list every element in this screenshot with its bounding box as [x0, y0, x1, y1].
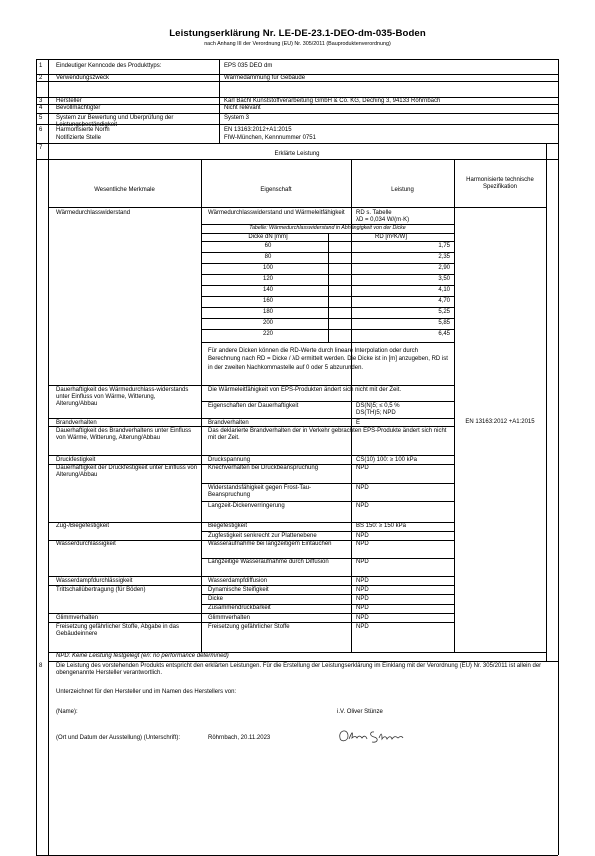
row-number-5: 5	[39, 115, 43, 121]
norm-value-cell: EN 13163:2012 +A1:2015	[465, 419, 535, 425]
zug-leist-2: NPD	[356, 533, 369, 539]
frei-leistung: NPD	[356, 624, 369, 630]
wasser-merkmal: Wasserdurchlässigkeit	[56, 541, 116, 547]
dauerdruck-eig-1: Kriechverhalten bei Druckbeanspruchung	[208, 465, 319, 471]
w-table-col-rd: RD [m²K/W]	[375, 234, 407, 240]
hersteller-value: Karl Bachl Kunststoffverarbeitung GmbH & Co. KG, Deching 3, 94133 Röhrnbach	[224, 98, 441, 104]
w-table-rd-cell: 6,45	[438, 331, 450, 337]
declared-performance-heading: Erklärte Leistung	[274, 151, 320, 157]
druck-leistung: CS(10) 100: ≥ 100 kPa	[356, 457, 417, 463]
w-table-col-dicke: Dicke dN [mm]	[248, 234, 288, 240]
w-table-rd-cell: 5,25	[438, 309, 450, 315]
name-label: (Name):	[56, 709, 78, 715]
document-subtitle: nach Anhang III der Verordnung (EU) Nr. 305/2011 (Bauproduktenverordnung)	[204, 41, 391, 47]
tritt-leist-3: NPD	[356, 605, 369, 611]
col-header-merkmal: Wesentliche Merkmale	[94, 187, 155, 193]
dauerdruck-eig-3: Langzeit-Dickenverringerung	[208, 503, 285, 509]
zug-leist-1: BS 150: ≥ 150 kPa	[356, 523, 406, 529]
w-table-dicke-cell: 200	[262, 320, 273, 326]
w-table-dicke-cell: 160	[262, 298, 273, 304]
w-table-rd-cell: 4,70	[438, 298, 450, 304]
col-header-leistung: Leistung	[391, 187, 414, 193]
tritt-merkmal: Trittschallübertragung (für Böden)	[56, 587, 146, 593]
zug-eig-1: Biegefestigkeit	[208, 523, 248, 529]
w-table-dicke-cell: 140	[262, 287, 273, 293]
verwendungszweck-value: Wärmedämmung für Gebäude	[224, 75, 306, 81]
dauerdruck-eig-2: Widerstandsfähigkeit gegen Frost-Tau-Beanspruchung	[208, 485, 312, 499]
wasser-leist-2: NPD	[356, 559, 369, 565]
signed-for-label: Unterzeichnet für den Hersteller und im Namen des Herstellers von:	[56, 689, 237, 695]
w-leistung-lambda: λD = 0,034 W/(m·K)	[356, 217, 410, 223]
w-table-dicke-cell: 60	[264, 243, 272, 249]
kenncode-value: EPS 035 DEO dm	[224, 63, 273, 69]
w-table-caption: Tabelle: Wärmedurchlasswiderstand in Abhängigkeit von der Dicke	[249, 225, 406, 231]
dauer-merkmal: Dauerhaftigkeit des Wärmedurchlass-widerstands unter Einfluss von Wärme, Witterung, Alterung/Abbau	[56, 387, 189, 408]
brand-dauer-text: Das deklarierte Brandverhalten der in Verkehr gebrachten EPS-Produkte ändert sich nicht mit der Zeit.	[208, 428, 447, 442]
glimm-merkmal: Glimmverhalten	[56, 615, 99, 621]
dauerdruck-leist-2: NPD	[356, 485, 369, 491]
npd-note: NPD: Keine Leistung festgelegt (en: no performance determined)	[56, 653, 229, 659]
w-table-row-divider	[201, 296, 454, 297]
dauerdruck-merkmal: Dauerhaftigkeit der Druckfestigkeit unter Einfluss von Alterung/Abbau	[56, 465, 198, 479]
dauer-leistung-th: DS(TH)5; NPD	[356, 410, 396, 416]
w-table-rd-cell: 2,35	[438, 254, 450, 260]
place-date-label: (Ort und Datum der Ausstellung) (Unterschrift):	[56, 735, 181, 741]
tritt-leist-1: NPD	[356, 587, 369, 593]
tritt-eig-2: Dicke	[208, 596, 224, 602]
row-number-8: 8	[39, 663, 43, 669]
notified-body-value: FIW-München, Kennnummer 0751	[224, 135, 316, 141]
row-number-2: 2	[39, 75, 43, 81]
druck-eigenschaft: Druckspannung	[208, 457, 251, 463]
brand-dauer-merkmal: Dauerhaftigkeit des Brandverhaltens unter Einfluss von Wärme, Witterung, Alterung/Abbau	[56, 428, 192, 442]
kenncode-label: Eindeutiger Kenncode des Produkttyps:	[56, 63, 162, 69]
row-number-4: 4	[39, 105, 43, 111]
w-table-row-divider	[201, 274, 454, 275]
glimm-eigenschaft: Glimmverhalten	[208, 615, 251, 621]
row-number-3: 3	[39, 98, 43, 104]
w-table-row-divider	[201, 263, 454, 264]
place-date-value: Röhrnbach, 20.11.2023	[208, 735, 271, 741]
glimm-leistung: NPD	[356, 615, 369, 621]
w-table-rd-cell: 2,90	[438, 265, 450, 271]
w-table-row-divider	[201, 307, 454, 308]
wasser-eig-1: Wasseraufnahme bei langzeitigem Eintauchen	[208, 541, 332, 547]
w-table-dicke-cell: 100	[262, 265, 273, 271]
wasser-leist-1: NPD	[356, 541, 369, 547]
frei-merkmal: Freisetzung gefährlicher Stoffe, Abgabe in das Gebäudeinnere	[56, 624, 179, 638]
w-table-row-divider	[201, 285, 454, 286]
declaration-table	[36, 59, 558, 855]
norm-value: EN 13163:2012+A1:2015	[224, 127, 292, 133]
w-leistung-rd: RD s. Tabelle	[356, 210, 392, 216]
dauerdruck-leist-1: NPD	[356, 465, 369, 471]
w-table-row-divider	[201, 329, 454, 330]
hersteller-label: Hersteller	[56, 98, 82, 104]
brand-merkmal: Brandverhalten	[56, 420, 97, 426]
brand-leistung: E	[356, 420, 361, 426]
dauerdruck-leist-3: NPD	[356, 503, 369, 509]
row-number-6: 6	[39, 127, 43, 133]
col-header-eigenschaft: Eigenschaft	[260, 187, 292, 193]
w-table-row-divider	[201, 252, 454, 253]
row-number-7: 7	[39, 145, 43, 151]
norm-label: Harmonisierte Norm	[56, 127, 110, 133]
wasser-eig-2: Langzeitige Wasseraufnahme durch Diffusion	[208, 559, 329, 565]
document-title: Leistungserklärung Nr. LE-DE-23.1-DEO-dm-035-Boden	[169, 28, 426, 39]
system-value: System 3	[224, 115, 250, 121]
brand-eigenschaft: Brandverhalten	[208, 420, 249, 426]
dampf-eigenschaft: Wasserdampfdiffusion	[208, 578, 268, 584]
tritt-eig-3: Zusammendrückbarkeit	[208, 605, 271, 611]
w-table-dicke-cell: 120	[262, 276, 273, 282]
druck-merkmal: Druckfestigkeit	[56, 457, 96, 463]
col-header-norm: Harmonisierte technische Spezifikation	[466, 177, 534, 191]
w-table-rd-cell: 3,50	[438, 276, 450, 282]
system-label: System zur Bewertung und Überprüfung der Leistungsbeständigkeit	[56, 115, 174, 129]
dampf-merkmal: Wasserdampfdurchlässigkeit	[56, 578, 133, 584]
dauer-text: Die Wärmeleitfähigkeit von EPS-Produkten ändert sich nicht mit der Zeit.	[208, 387, 402, 393]
frei-eigenschaft: Freisetzung gefährlicher Stoffe	[208, 624, 290, 630]
bevollmaechtigter-label: Bevollmächtigter	[56, 105, 101, 111]
tritt-leist-2: NPD	[356, 596, 369, 602]
w-table-rd-cell: 4,10	[438, 287, 450, 293]
responsibility-statement: Die Leistung des vorstehenden Produkts entspricht den erklärten Leistungen. Für die Erstellung der Leistungserklärung im Einklang mit der Verordnung (EU) Nr. 305/2011 ist allein der obengenannte Hersteller verantwortlich.	[56, 663, 542, 677]
dampf-leistung: NPD	[356, 578, 369, 584]
w-table-dicke-cell: 220	[262, 331, 273, 337]
w-table-dicke-cell: 180	[262, 309, 273, 315]
zug-merkmal: Zug-/Biegefestigkeit	[56, 523, 110, 529]
w-note: Für andere Dicken können die RD-Werte durch lineare Interpolation oder durch Berechnung nach RD = Dicke / λD ermittelt werden. Die Dicke ist in [m] anzugeben, RD ist in der zweiten Nachkommastelle auf 0 oder 5 abzurunden.	[208, 348, 448, 371]
dauer-eigenschaft: Eigenschaften der Dauerhaftigkeit	[208, 403, 299, 409]
w-table-dicke-cell: 80	[264, 254, 272, 260]
name-value: i.V. Oliver Stünze	[337, 709, 383, 715]
bevollmaechtigter-value: Nicht relevant	[224, 105, 261, 111]
dauer-leistung-n: DS(N)5; ≤ 0,5 %	[356, 403, 400, 409]
row-number-1: 1	[39, 63, 43, 69]
verwendungszweck-label: Verwendungszweck	[56, 75, 110, 81]
w-eigenschaft: Wärmedurchlasswiderstand und Wärmeleitfähigkeit	[208, 210, 345, 216]
signature	[336, 724, 406, 746]
tritt-eig-1: Dynamische Steifigkeit	[208, 587, 269, 593]
w-table-rd-cell: 5,85	[438, 320, 450, 326]
w-table-row-divider	[201, 318, 454, 319]
w-table-rd-cell: 1,75	[438, 243, 450, 249]
w-merkmal: Wärmedurchlasswiderstand	[56, 210, 131, 216]
zug-eig-2: Zugfestigkeit senkrecht zur Plattenebene	[208, 533, 317, 539]
notified-body-label: Notifizierte Stelle	[56, 135, 102, 141]
